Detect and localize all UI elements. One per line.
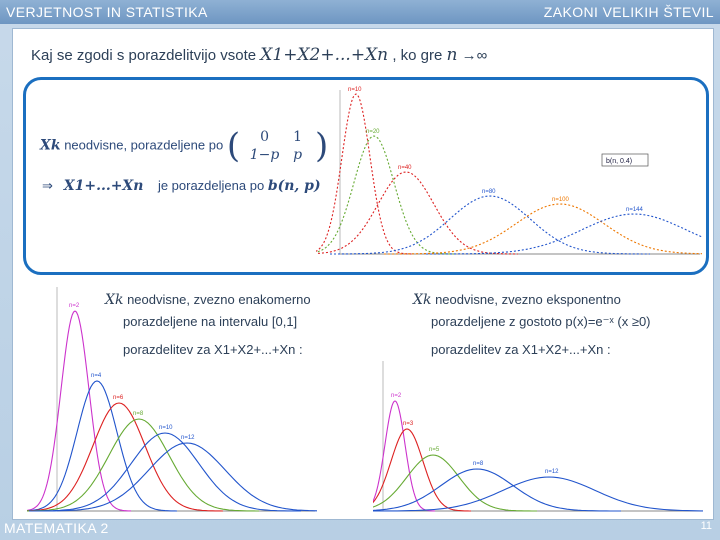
exponential-0-curve [373,401,435,511]
uniform-2-label: n=6 [113,395,124,401]
exponential-1-label: n=3 [403,421,414,427]
uniform-4-curve [29,433,301,511]
exponential-4-label: n=12 [545,469,559,475]
uniform-3-curve [27,419,259,511]
binomial-5-curve [426,214,702,254]
uniform-description [105,289,311,361]
uniform-5-label: n=12 [181,435,195,441]
bernoulli-var: Xk [40,137,61,154]
bernoulli-matrix: ( 0 1 1−p p ) [226,126,329,166]
exponential-0-label: n=2 [391,393,402,399]
question-tail: →∞ [461,47,488,64]
binomial-4-curve [384,204,702,254]
matrix-top-1: 1 [293,129,302,145]
exponential-description [413,289,651,361]
page-number: 11 [700,520,712,532]
footer-course: MATEMATIKA 2 [4,520,109,536]
binomial-chart [316,86,702,266]
uniform-var: Xk [105,292,124,308]
exponential-3-label: n=8 [473,461,484,467]
exponential-var: Xk [413,292,432,308]
question-prefix: Kaj se zgodi s porazdelitvijo vsote [31,47,257,64]
exponential-line2: porazdeljene z gostoto p(x)=e⁻ˣ (x ≥0) [431,314,651,329]
binomial-text: je porazdeljena po [157,178,265,193]
question-var: n [446,45,458,65]
matrix-bottom-1: p [293,147,303,163]
uniform-line1: neodvisne, zvezno enakomerno [127,292,311,307]
question-suffix: , ko gre [392,47,443,64]
binomial-dist: b(n, p) [267,178,321,194]
implies-arrow: ⇒ [42,178,53,193]
uniform-4-label: n=10 [159,425,173,431]
binomial-curves [316,87,702,254]
bernoulli-line [40,126,328,166]
matrix-bottom-0: 1−p [249,147,280,163]
exponential-line3: porazdelitev za X1+X2+...+Xn : [431,342,611,357]
binomial-3-label: n=80 [482,189,496,195]
question-formula: X1+X2+...+Xn [260,45,389,65]
binomial-sum: X1+...+Xn [63,178,144,194]
binomial-0-label: n=10 [348,87,362,93]
binomial-4-label: n=100 [552,197,569,203]
binomial-line [42,178,321,194]
course-title: VERJETNOST IN STATISTIKA [6,4,208,20]
question-line [31,45,487,65]
exponential-curves [373,393,703,511]
exponential-2-label: n=5 [429,447,440,453]
binomial-5-label: n=144 [626,207,643,213]
binomial-2-label: n=40 [398,165,412,171]
uniform-1-label: n=4 [91,373,102,379]
slide-topic: ZAKONI VELIKIH ŠTEVIL [543,4,714,20]
uniform-line2: porazdeljene na intervalu [0,1] [123,314,298,329]
uniform-3-label: n=8 [133,411,144,417]
uniform-1-curve [27,381,177,511]
bernoulli-text: neodvisne, porazdeljene po [64,137,224,153]
binomial-0-curve [316,94,412,254]
slide-header [0,0,720,24]
slide-content [12,28,714,520]
binomial-panel [23,77,709,275]
exponential-4-curve [373,477,703,511]
binomial-1-label: n=20 [366,129,380,135]
uniform-line3: porazdelitev za X1+X2+...+Xn : [123,342,303,357]
uniform-0-label: n=2 [69,303,80,309]
exponential-line1: neodvisne, zvezno eksponentno [435,292,621,307]
exponential-2-curve [373,455,537,511]
matrix-top-0: 0 [260,129,269,145]
binomial-legend: b(n, 0.4) [606,158,633,165]
